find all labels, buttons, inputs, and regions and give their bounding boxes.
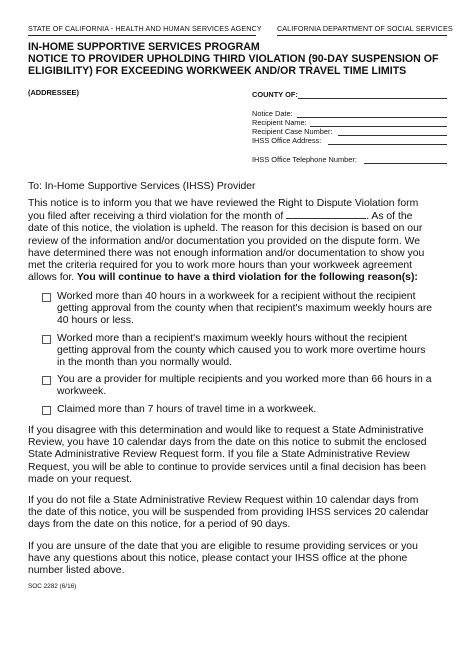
notice-title xyxy=(28,41,458,78)
recipient-case-number-label: Recipient Case Number: xyxy=(252,127,333,136)
reason-line: You are a provider for multiple recipients and you worked more than 66 hours in a xyxy=(57,374,432,385)
addressee-label: (ADDRESSEE) xyxy=(28,88,79,97)
recipient-name-field[interactable] xyxy=(252,118,447,127)
reason-checkbox[interactable] xyxy=(42,376,51,385)
office-address-field[interactable] xyxy=(252,136,447,145)
notice-title-line-2: NOTICE TO PROVIDER UPHOLDING THIRD VIOLATION (90-DAY SUSPENSION OF xyxy=(28,53,439,66)
paragraph-line: If you are unsure of the date that you are eligible to resume providing services or you xyxy=(28,541,418,552)
recipient-case-number-field[interactable] xyxy=(252,127,447,136)
department-label: CALIFORNIA DEPARTMENT OF SOCIAL SERVICES xyxy=(277,24,447,36)
paragraph-line: Review, you have 10 calendar days from the date on this notice to submit the enclosed xyxy=(28,437,427,449)
intro-text: allows for. xyxy=(28,272,75,284)
paragraph-line: If you disagree with this determination and would like to request a State Administrative xyxy=(28,425,424,436)
reason-line: 40 hours or less. xyxy=(57,315,134,327)
intro-line xyxy=(28,272,452,284)
program-title: IN-HOME SUPPORTIVE SERVICES PROGRAM xyxy=(28,41,260,53)
paragraph-line: If you do not file a State Administrative Review Request within 10 calendar days from xyxy=(28,495,419,506)
reason-line: workweek. xyxy=(57,386,107,398)
reason-line: in the month than you normally would. xyxy=(57,357,233,369)
intro-line: met the criteria required for you to work more hours than your workweek agreement xyxy=(28,260,413,272)
reason-line: Worked more than 40 hours in a workweek for a recipient without the recipient xyxy=(57,291,416,302)
reason-checkbox[interactable] xyxy=(42,335,51,344)
intro-paragraph xyxy=(28,198,452,284)
unsure-paragraph xyxy=(28,541,452,578)
paragraph-line: made on your request. xyxy=(28,473,132,485)
month-blank[interactable] xyxy=(286,210,366,219)
county-field-line[interactable] xyxy=(296,98,447,99)
disagree-paragraph xyxy=(28,425,452,486)
office-address-line[interactable] xyxy=(328,144,447,145)
reason-text xyxy=(57,291,462,328)
reason-checkbox[interactable] xyxy=(42,293,51,302)
reason-line: Worked more than a recipient's maximum weekly hours without the recipient xyxy=(57,333,408,344)
reasons-lead-in: You will continue to have a third violation for the following reason(s): xyxy=(74,272,418,284)
paragraph-line: have any questions about this notice, please contact your IHSS office at the phone xyxy=(28,553,408,565)
no-file-paragraph xyxy=(28,495,452,532)
state-agency-label: STATE OF CALIFORNIA - HEALTH AND HUMAN SERVICES AGENCY xyxy=(28,24,256,36)
intro-text: . As of the xyxy=(366,211,413,223)
intro-text: you filed after receiving a third violation for the month of xyxy=(28,211,284,223)
reason-text xyxy=(57,374,462,398)
reason-line: Claimed more than 7 hours of travel time in a workweek. xyxy=(57,404,317,415)
office-address-label: IHSS Office Address: xyxy=(252,136,322,145)
form-number: SOC 2282 (6/16) xyxy=(28,583,77,590)
paragraph-line: State Administrative Review Request form. If you file a State Administrative Review xyxy=(28,449,410,461)
office-phone-label: IHSS Office Telephone Number: xyxy=(252,155,357,164)
office-phone-line[interactable] xyxy=(364,163,447,164)
reason-text xyxy=(57,333,462,370)
reason-checkbox[interactable] xyxy=(42,406,51,415)
to-line: To: In-Home Supportive Services (IHSS) Provider xyxy=(28,181,256,192)
reason-text xyxy=(57,404,462,416)
paragraph-line: number listed above. xyxy=(28,565,125,577)
notice-date-field[interactable] xyxy=(252,109,447,118)
office-phone-field[interactable] xyxy=(252,155,447,164)
intro-line: This notice is to inform you that we have reviewed the Right to Dispute Violation form xyxy=(28,198,419,209)
county-field[interactable] xyxy=(252,90,447,99)
intro-line: date of this notice, the violation is upheld. The reason for this decision is based on our xyxy=(28,223,423,235)
reason-line: getting approval from the county when that recipient's maximum weekly hours are xyxy=(57,303,433,315)
intro-line: have determined there was not enough information and/or documentation to show you xyxy=(28,247,425,259)
notice-title-line-3: ELIGIBILITY) FOR EXCEEDING WORKWEEK AND/OR TRAVEL TIME LIMITS xyxy=(28,65,407,78)
paragraph-line: the date of this notice, you will be suspended from providing IHSS services 20 calendar xyxy=(28,507,429,519)
paragraph-line: days from the date on this notice, for a period of 90 days. xyxy=(28,519,291,531)
county-label: COUNTY OF: xyxy=(252,90,298,99)
intro-line xyxy=(28,210,452,223)
recipient-name-label: Recipient Name: xyxy=(252,118,307,127)
paragraph-line: Request, you will be able to continue to provide services until a final decision has been xyxy=(28,461,426,473)
reason-line: getting approval from the county which caused you to work more overtime hours xyxy=(57,345,426,357)
intro-line: review of the information and/or documentation you provided on the dispute form. We xyxy=(28,235,420,247)
notice-date-label: Notice Date: xyxy=(252,109,293,118)
